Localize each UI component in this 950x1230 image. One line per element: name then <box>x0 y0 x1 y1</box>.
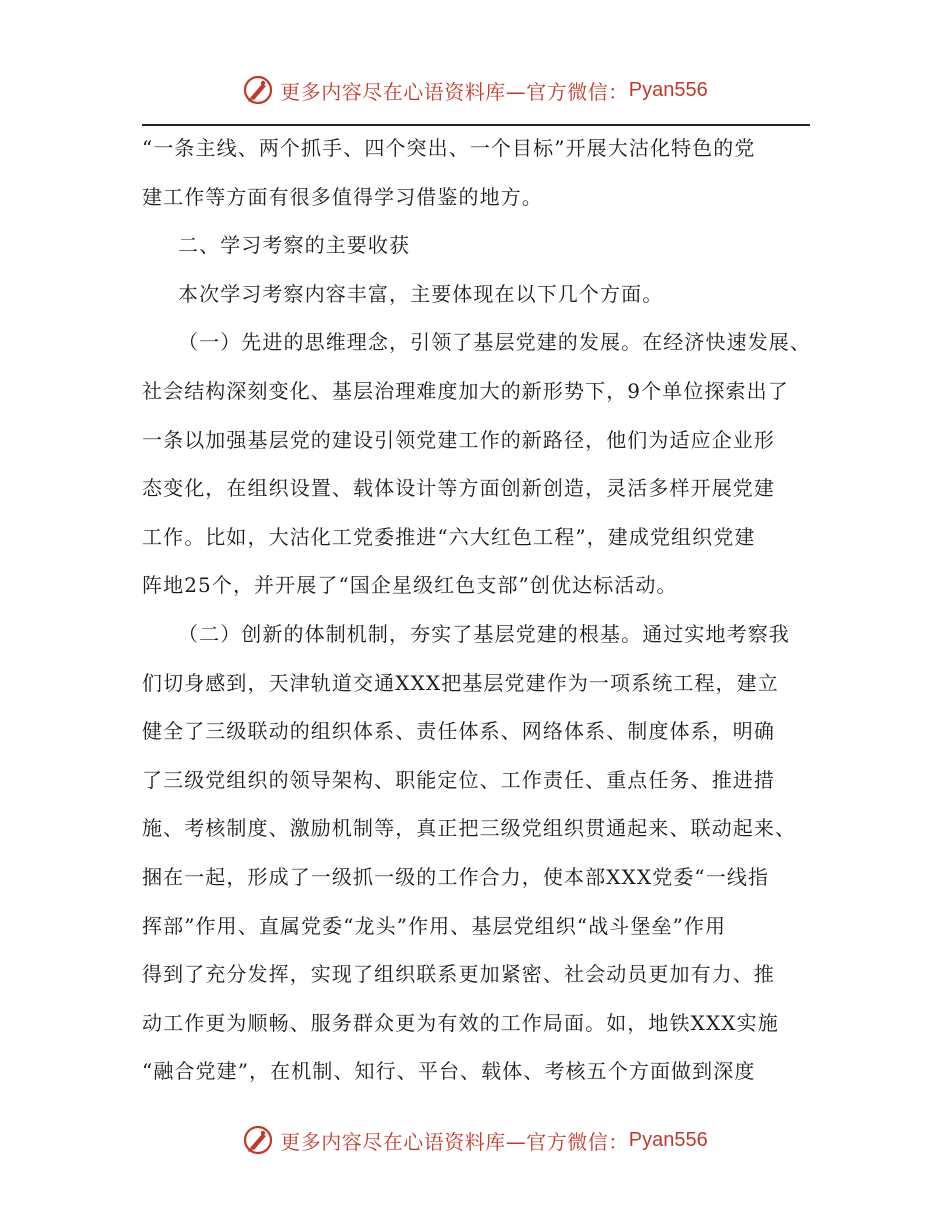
text-line: （二）创新的体制机制，夯实了基层党建的根基。通过实地考察我 <box>178 621 790 646</box>
text-line: 动工作更为顺畅、服务群众更为有效的工作局面。如，地铁XXX实施 <box>142 1010 779 1035</box>
text-line: 阵地25个，并开展了“国企星级红色支部”创优达标活动。 <box>142 573 678 598</box>
text-line: 健全了三级联动的组织体系、责任体系、网络体系、制度体系，明确 <box>142 719 775 744</box>
header-wechat-id: Pyan556 <box>628 78 708 101</box>
text-line: 态变化，在组织设置、载体设计等方面创新创造，灵活多样开展党建 <box>142 476 775 501</box>
text-line: 一条以加强基层党的建设引领党建工作的新路径，他们为适应企业形 <box>142 427 775 452</box>
section-heading: 二、学习考察的主要收获 <box>178 233 411 258</box>
text-line: 社会结构深刻变化、基层治理难度加大的新形势下，9个单位探索出了 <box>142 378 789 403</box>
text-line: 了三级党组织的领导架构、职能定位、工作责任、重点任务、推进措 <box>142 767 775 792</box>
footer-site-text: 更多内容尽在心语资料库—官方微信： <box>280 1129 629 1154</box>
text-line: 挥部”作用、直属党委“龙头”作用、基层党组织“战斗堡垒”作用 <box>142 913 727 938</box>
text-line: 建工作等方面有很多值得学习借鉴的地方。 <box>142 184 543 209</box>
footer-wechat-id: Pyan556 <box>628 1128 708 1151</box>
document-body <box>142 124 822 1096</box>
text-line: 捆在一起，形成了一级抓一级的工作合力，使本部XXX党委“一线指 <box>142 864 770 889</box>
text-line: 施、考核制度、激励机制等，真正把三级党组织贯通起来、联动起来、 <box>142 816 797 841</box>
text-line: 工作。比如，大沽化工党委推进“六大红色工程”，建成党组织党建 <box>142 524 756 549</box>
text-line: “一条主线、两个抓手、四个突出、一个目标”开展大沽化特色的党 <box>142 136 756 160</box>
pen-nib-circle-icon <box>242 1124 274 1156</box>
header-site-text: 更多内容尽在心语资料库—官方微信： <box>280 79 629 104</box>
footer-banner <box>0 1120 950 1160</box>
text-line: 本次学习考察内容丰富，主要体现在以下几个方面。 <box>178 281 664 306</box>
text-line: 们切身感到，天津轨道交通XXX把基层党建作为一项系统工程，建立 <box>142 670 779 695</box>
text-line: （一）先进的思维理念，引领了基层党建的发展。在经济快速发展、 <box>178 330 811 355</box>
text-line: “融合党建”，在机制、知行、平台、载体、考核五个方面做到深度 <box>142 1059 756 1084</box>
text-line: 得到了充分发挥，实现了组织联系更加紧密、社会动员更加有力、推 <box>142 962 775 987</box>
pen-nib-circle-icon <box>242 74 274 106</box>
header-banner <box>0 70 950 110</box>
